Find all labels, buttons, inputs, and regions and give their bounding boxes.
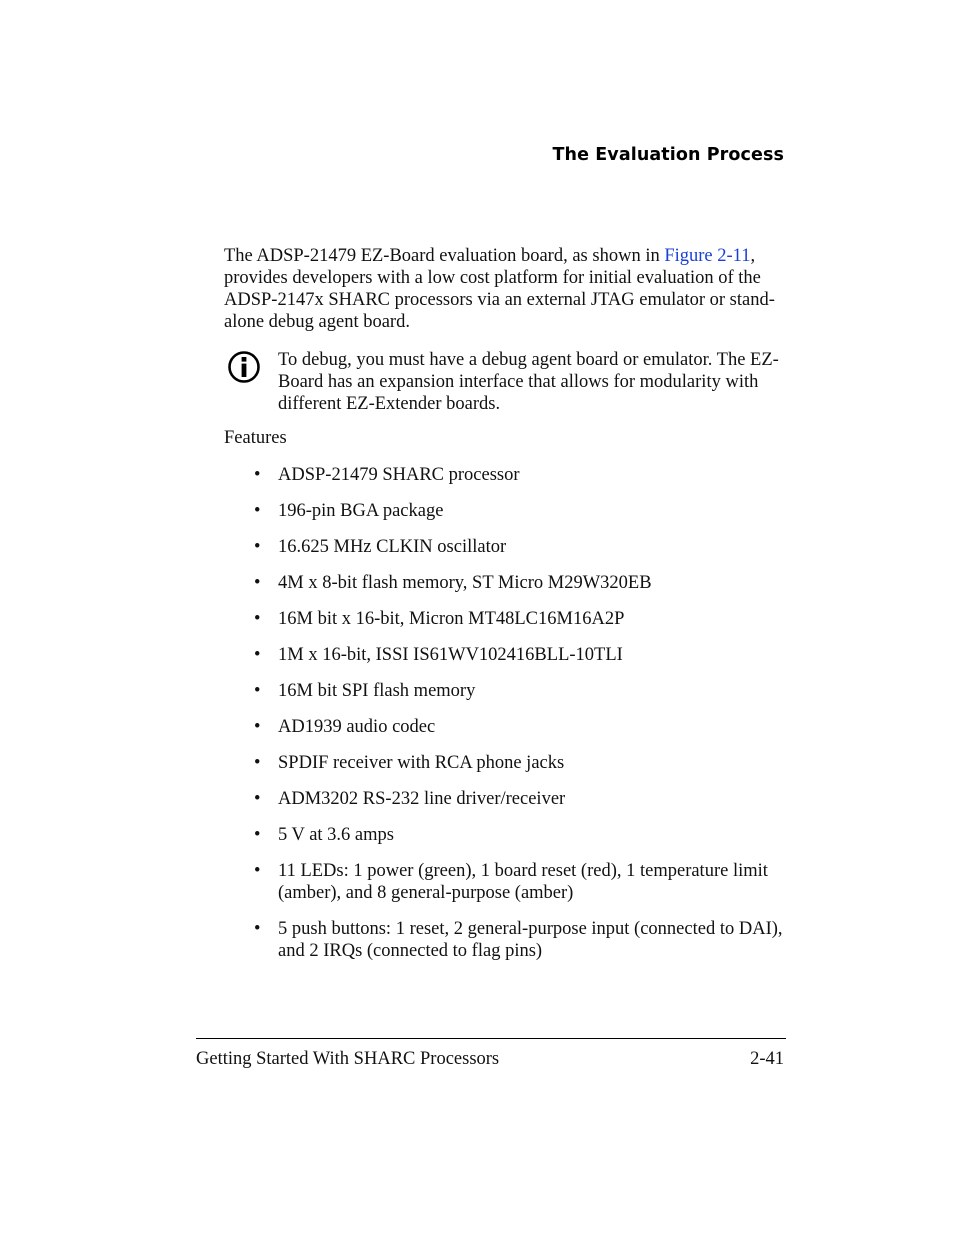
intro-paragraph <box>224 245 789 333</box>
note-text: To debug, you must have a debug agent board or emulator. The EZ-Board has an expansion interface that allows for modularity with different EZ-Extender boards. <box>278 350 779 414</box>
list-item: • SPDIF receiver with RCA phone jacks <box>254 753 565 773</box>
list-item: • 11 LEDs: 1 power (green), 1 board reset (red), 1 temperature limit (amber), and 8 general-purpose (amber) <box>254 861 768 903</box>
list-item: • 5 V at 3.6 amps <box>254 825 394 845</box>
list-item: • 5 push buttons: 1 reset, 2 general-purpose input (connected to DAI), and 2 IRQs (connected to flag pins) <box>254 919 783 961</box>
footer-divider <box>196 1038 786 1039</box>
list-item: • 1M x 16-bit, ISSI IS61WV102416BLL-10TLI <box>254 645 623 665</box>
intro-text-after: , provides developers with a low cost platform for initial evaluation of the ADSP-2147x SHARC processors via an external JTAG emulator or stand-alone debug agent board. <box>224 246 775 332</box>
list-item: • 4M x 8-bit flash memory, ST Micro M29W320EB <box>254 573 652 593</box>
info-icon <box>227 350 261 384</box>
figure-link[interactable]: Figure 2-11 <box>664 246 751 266</box>
features-heading: Features <box>224 428 287 448</box>
footer-book-title: Getting Started With SHARC Processors <box>196 1049 500 1069</box>
running-header: The Evaluation Process <box>552 145 784 165</box>
page-number: 2-41 <box>750 1049 784 1069</box>
features-list <box>254 464 784 976</box>
list-item: • 16.625 MHz CLKIN oscillator <box>254 537 507 557</box>
list-item: • ADSP-21479 SHARC processor <box>254 465 520 485</box>
list-item: • 16M bit x 16-bit, Micron MT48LC16M16A2P <box>254 609 625 629</box>
list-item: • 16M bit SPI flash memory <box>254 681 476 701</box>
list-item: • 196-pin BGA package <box>254 501 444 521</box>
list-item: • AD1939 audio codec <box>254 717 436 737</box>
list-item: • ADM3202 RS-232 line driver/receiver <box>254 789 566 809</box>
intro-text-before: The ADSP-21479 EZ-Board evaluation board, as shown in <box>224 246 665 266</box>
